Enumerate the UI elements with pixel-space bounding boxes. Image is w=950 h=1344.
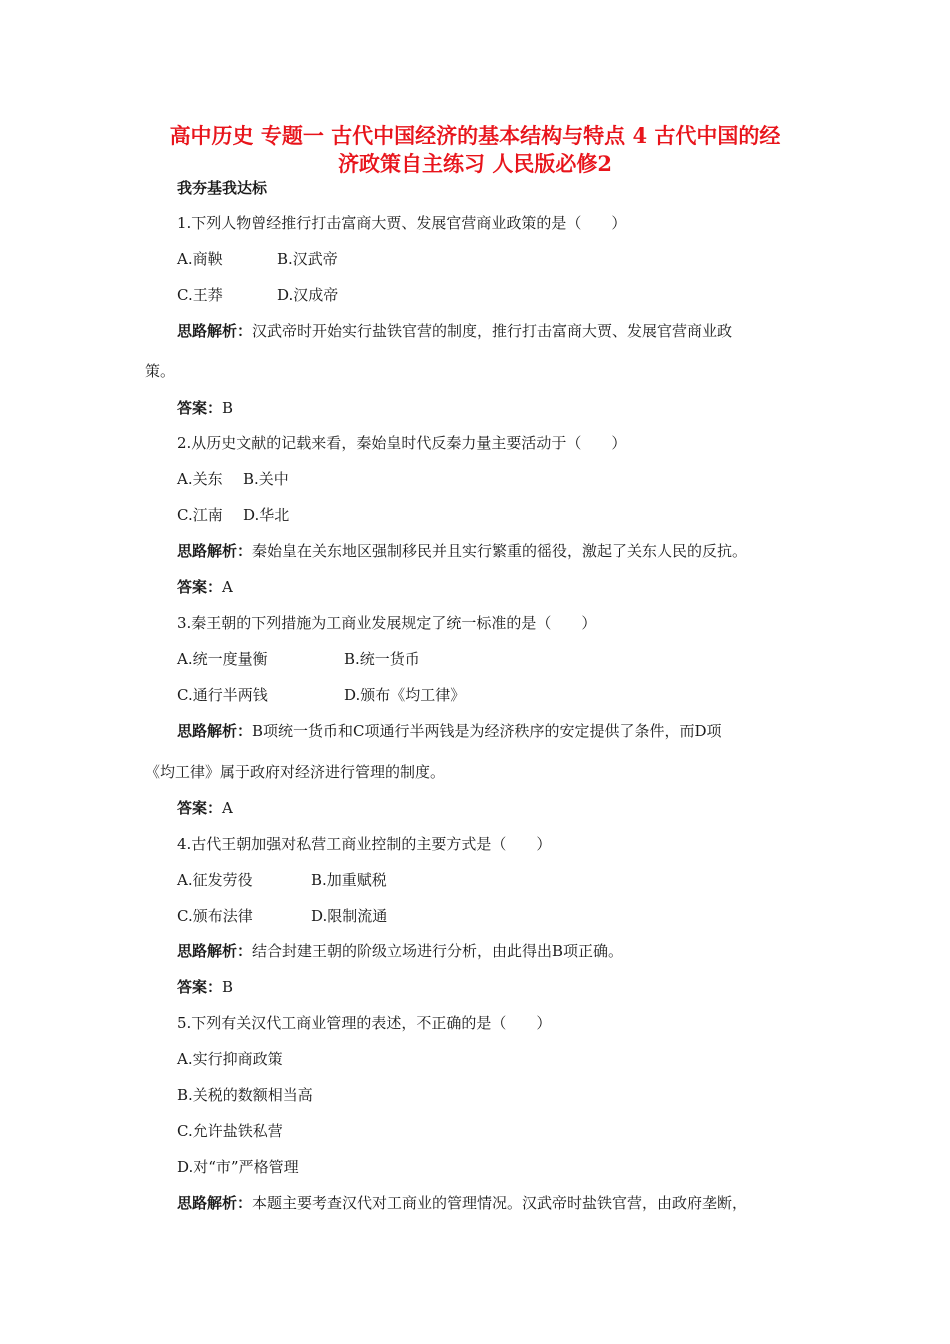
analysis-label: 思路解析： <box>177 322 253 340</box>
question-1-analysis-continued: 策。 <box>145 362 176 380</box>
answer-label: 答案： <box>177 799 223 817</box>
analysis-text: 汉武帝时开始实行盐铁官营的制度，推行打击富商大贾、发展官营商业政 <box>252 322 733 340</box>
question-2-option-d: D.华北 <box>243 506 290 524</box>
analysis-label: 思路解析： <box>177 942 253 960</box>
question-1-option-d: D.汉成帝 <box>277 286 339 304</box>
question-5-option-c: C.允许盐铁私营 <box>177 1122 283 1140</box>
analysis-text: 秦始皇在关东地区强制移民并且实行繁重的徭役，激起了关东人民的反抗。 <box>252 542 748 560</box>
question-5-option-a: A.实行抑商政策 <box>177 1050 283 1068</box>
answer-value: A <box>222 799 233 817</box>
answer-label: 答案： <box>177 978 223 996</box>
question-5-option-b: B.关税的数额相当高 <box>177 1086 313 1104</box>
answer-value: A <box>222 578 233 596</box>
analysis-text: 结合封建王朝的阶级立场进行分析，由此得出B项正确。 <box>252 942 624 960</box>
analysis-text: B项统一货币和C项通行半两钱是为经济秩序的安定提供了条件，而D项 <box>252 722 722 740</box>
question-5-option-d: D.对“市”严格管理 <box>177 1158 299 1176</box>
answer-label: 答案： <box>177 578 223 596</box>
question-1-option-b: B.汉武帝 <box>277 250 338 268</box>
question-1-option-a: A.商鞅 <box>177 250 223 268</box>
question-4-option-d: D.限制流通 <box>311 907 388 925</box>
question-4-answer <box>177 977 233 997</box>
analysis-label: 思路解析： <box>177 1194 253 1212</box>
question-1-option-c: C.王莽 <box>177 286 223 304</box>
question-1-stem: 1.下列人物曾经推行打击富商大贾、发展官营商业政策的是（ ） <box>177 214 627 232</box>
question-4-option-c: C.颁布法律 <box>177 907 253 925</box>
question-1-analysis <box>177 321 732 341</box>
analysis-text: 本题主要考查汉代对工商业的管理情况。汉武帝时盐铁官营，由政府垄断， <box>252 1194 748 1212</box>
question-2-answer <box>177 577 233 597</box>
document-title-line-1: 高中历史 专题一 古代中国经济的基本结构与特点 4 古代中国的经 <box>169 123 781 148</box>
question-3-answer <box>177 798 233 818</box>
question-2-option-a: A.关东 <box>177 470 223 488</box>
question-4-option-a: A.征发劳役 <box>177 871 253 889</box>
analysis-label: 思路解析： <box>177 542 253 560</box>
answer-value: B <box>222 399 234 417</box>
question-4-option-b: B.加重赋税 <box>311 871 387 889</box>
question-2-option-c: C.江南 <box>177 506 223 524</box>
question-3-option-a: A.统一度量衡 <box>177 650 268 668</box>
question-3-stem: 3.秦王朝的下列措施为工商业发展规定了统一标准的是（ ） <box>177 614 597 632</box>
question-3-analysis <box>177 721 722 741</box>
question-3-option-d: D.颁布《均工律》 <box>344 686 466 704</box>
question-5-analysis <box>177 1193 747 1213</box>
answer-value: B <box>222 978 234 996</box>
analysis-label: 思路解析： <box>177 722 253 740</box>
question-5-stem: 5.下列有关汉代工商业管理的表述，不正确的是（ ） <box>177 1014 552 1032</box>
question-1-answer <box>177 398 233 418</box>
question-2-option-b: B.关中 <box>243 470 289 488</box>
question-4-stem: 4.古代王朝加强对私营工商业控制的主要方式是（ ） <box>177 835 552 853</box>
answer-label: 答案： <box>177 399 223 417</box>
section-heading: 我夯基我达标 <box>177 179 268 197</box>
question-4-analysis <box>177 941 623 961</box>
document-title-line-2: 济政策自主练习 人民版必修2 <box>338 151 612 176</box>
question-3-analysis-continued: 《均工律》属于政府对经济进行管理的制度。 <box>145 763 446 781</box>
question-3-option-b: B.统一货币 <box>344 650 420 668</box>
question-2-analysis <box>177 541 747 561</box>
question-2-stem: 2.从历史文献的记载来看，秦始皇时代反秦力量主要活动于（ ） <box>177 434 627 452</box>
question-3-option-c: C.通行半两钱 <box>177 686 268 704</box>
